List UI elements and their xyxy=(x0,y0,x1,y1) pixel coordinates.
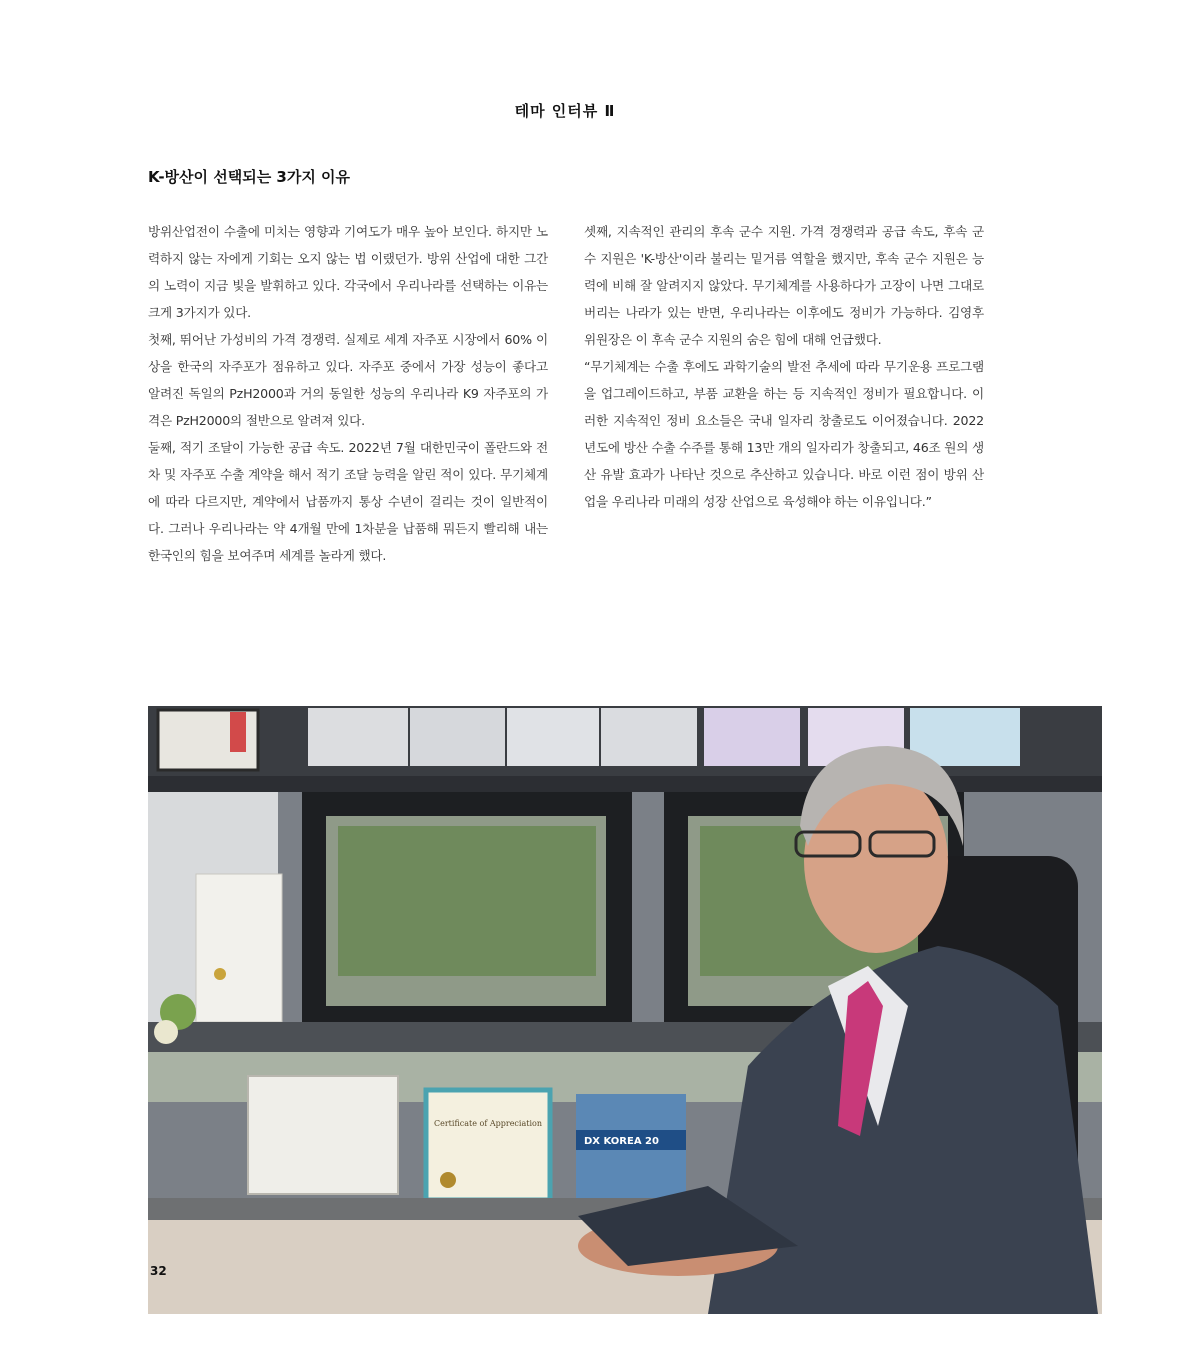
section-label: 테마 인터뷰 Ⅱ xyxy=(514,102,616,120)
interview-photo xyxy=(148,706,1102,1314)
paragraph: 방위산업전이 수출에 미치는 영향과 기여도가 매우 높아 보인다. 하지만 노력하지 않는 자에게 기회는 오지 않는 법 이랬던가. 방위 산업에 대한 그간의 노력이 지금 빛을 발휘하고 있다. 각국에서 우리나라를 선택하는 이유는 크게 3가지가 있다. xyxy=(148,224,548,320)
article-subtitle: K-방산이 선택되는 3가지 이유 xyxy=(148,168,351,186)
page-number: 32 xyxy=(150,1264,167,1278)
certificate-title: Certificate of Appreciation xyxy=(434,1119,542,1128)
paragraph: 셋째, 지속적인 관리의 후속 군수 지원. 가격 경쟁력과 공급 속도, 후속 군수 지원은 'K-방산'이라 불리는 밑거름 역할을 했지만, 후속 군수 지원은 능력에 비해 잘 알려지지 않았다. 무기체계를 사용하다가 고장이 나면 그대로 버리는 나라가 있는 반면, 우리나라는 이후에도 정비가 가능하다. 김영후 위원장은 이 후속 군수 지원의 숨은 힘에 대해 언급했다. xyxy=(584,224,984,347)
paragraph: “무기체계는 수출 후에도 과학기술의 발전 추세에 따라 무기운용 프로그램을 업그레이드하고, 부품 교환을 하는 등 지속적인 정비가 필요합니다. 이러한 지속적인 정비 요소들은 국내 일자리 창출로도 이어졌습니다. 2022년도에 방산 수출 수주를 통해 13만 개의 일자리가 창출되고, 46조 원의 생산 유발 효과가 나타난 것으로 추산하고 있습니다. 바로 이런 점이 방위 산업을 우리나라 미래의 성장 산업으로 육성해야 하는 이유입니다.” xyxy=(584,359,984,509)
office-portrait-illustration xyxy=(148,706,1102,1314)
left-column xyxy=(148,218,548,569)
right-column xyxy=(584,218,984,515)
banner-label: DX KOREA 20 xyxy=(584,1136,659,1147)
paragraph: 첫째, 뛰어난 가성비의 가격 경쟁력. 실제로 세계 자주포 시장에서 60% 이상을 한국의 자주포가 점유하고 있다. 자주포 중에서 가장 성능이 좋다고 알려진 독일의 PzH2000과 거의 동일한 성능의 우리나라 K9 자주포의 가격은 PzH2000의 절반으로 알려져 있다. xyxy=(148,332,548,428)
paragraph: 둘째, 적기 조달이 가능한 공급 속도. 2022년 7월 대한민국이 폴란드와 전차 및 자주포 수출 계약을 해서 적기 조달 능력을 알린 적이 있다. 무기체계에 따라 다르지만, 계약에서 납품까지 통상 수년이 걸리는 것이 일반적이다. 그러나 우리나라는 약 4개월 만에 1차분을 납품해 뭐든지 빨리해 내는 한국인의 힘을 보여주며 세계를 놀라게 했다. xyxy=(148,440,548,563)
